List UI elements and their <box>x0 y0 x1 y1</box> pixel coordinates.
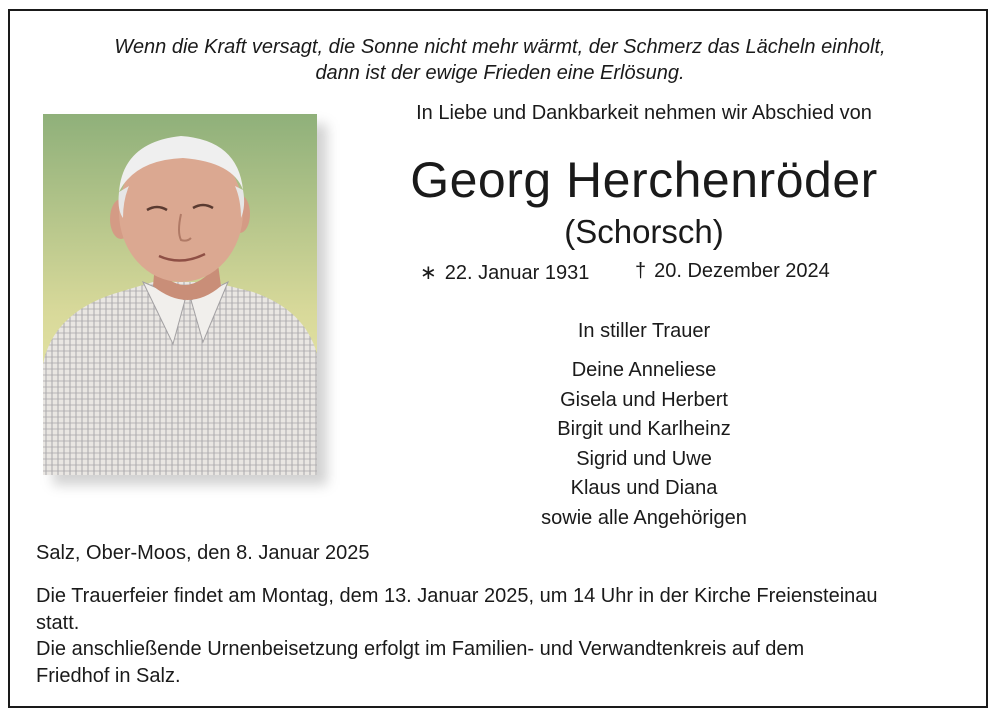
mourner-item: Gisela und Herbert <box>560 388 728 411</box>
portrait-image <box>43 114 317 475</box>
portrait-photo <box>43 114 317 475</box>
birth-date <box>420 260 589 285</box>
mourner-item: Klaus und Diana <box>570 477 718 499</box>
burial-line-1: Die anschließende Urnenbeisetzung erfolgt im Familien- und Verwandtenkreis auf dem <box>36 638 805 660</box>
burial-line-2: Friedhof in Salz. <box>36 664 181 687</box>
ceremony-line-2: statt. <box>36 611 80 634</box>
motto-line-1: Wenn die Kraft versagt, die Sonne nicht mehr wärmt, der Schmerz das Lächeln einholt, <box>114 36 886 58</box>
death-date-text: 20. Dezember 2024 <box>654 260 830 282</box>
birth-date-text: 22. Januar 1931 <box>444 262 590 284</box>
deceased-nickname: (Schorsch) <box>564 213 724 250</box>
mourner-item: Birgit und Karlheinz <box>557 418 731 440</box>
mourner-item: sowie alle Angehörigen <box>541 506 747 529</box>
mourners-list <box>440 356 848 533</box>
death-cross-icon: † <box>635 260 647 282</box>
death-date <box>635 260 830 283</box>
life-dates <box>390 260 898 290</box>
ceremony-details <box>36 583 976 689</box>
ceremony-line-1: Die Trauerfeier findet am Montag, dem 13. Januar 2025, um 14 Uhr in der Kirche Freiensteinau <box>36 585 878 607</box>
portrait-illustration <box>43 114 317 475</box>
deceased-name: Georg Herchenröder <box>410 152 878 208</box>
mourner-item: Sigrid und Uwe <box>576 447 712 470</box>
motto-line-2: dann ist der ewige Frieden eine Erlösung. <box>315 62 685 84</box>
place-date: Salz, Ober-Moos, den 8. Januar 2025 <box>36 542 370 564</box>
intro-text: In Liebe und Dankbarkeit nehmen wir Abschied von <box>416 102 872 124</box>
mourning-heading: In stiller Trauer <box>577 320 711 342</box>
mourner-item: Deine Anneliese <box>571 359 717 381</box>
birth-star-icon: ∗ <box>420 262 437 284</box>
